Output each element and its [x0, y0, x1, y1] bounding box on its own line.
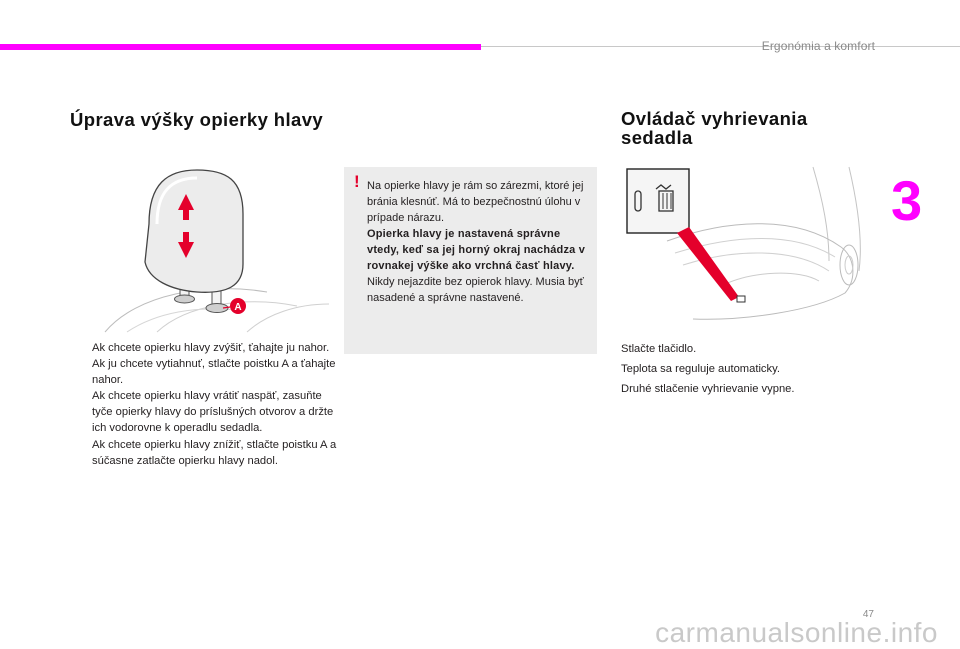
- warning-text: [367, 178, 592, 306]
- warning-paragraph: Na opierke hlavy je rám so zárezmi, ktoré jej bránia klesnúť. Má to bezpečnostnú úlohu v prípade nárazu.: [367, 180, 584, 224]
- list-item: Ak ju chcete vytiahnuť, stlačte poistku A a ťahajte nahor.: [92, 358, 336, 387]
- headrest-illustration: [97, 164, 333, 336]
- heating-button-closeup: [627, 169, 689, 233]
- list-item: Ak chcete opierku hlavy vrátiť naspäť, zasuňte tyče opierky hlavy do príslušných otvorov a držte ich vodorovne k operadlu sedadla.: [92, 390, 334, 435]
- instruction-press-button: Stlačte tlačidlo.: [621, 343, 697, 355]
- chapter-number: 3: [891, 169, 923, 232]
- warning-paragraph: Nikdy nejazdite bez opierok hlavy. Musia byť nasadené a správne nastavené.: [367, 276, 584, 304]
- seat-heating-illustration: [623, 161, 868, 329]
- warning-emphasis: Opierka hlavy je nastavená správne vtedy, keď sa jej horný okraj nachádza v rovnakej výške ako vrchná časť hlavy.: [367, 228, 586, 272]
- headrest-section-title: Úprava výšky opierky hlavy: [70, 109, 324, 130]
- warning-icon: !: [354, 172, 360, 191]
- warning-box: [344, 167, 597, 354]
- headrest-instructions-list: [69, 340, 337, 469]
- list-item: Ak chcete opierku hlavy zvýšiť, ťahajte ju nahor.: [92, 342, 330, 354]
- seat-heating-section-title: Ovládač vyhrievania sedadla: [621, 108, 808, 148]
- callout-a-label: A: [234, 302, 242, 313]
- section-label: Ergonómia a komfort: [761, 39, 875, 53]
- watermark: carmanualsonline.info: [655, 617, 938, 648]
- accent-bar: [0, 44, 481, 50]
- list-item: Ak chcete opierku hlavy znížiť, stlačte poistku A a súčasne zatlačte opierku hlavy nadol.: [92, 438, 337, 467]
- instruction-auto-regulation: Teplota sa reguluje automaticky.: [621, 363, 780, 375]
- page-number: 47: [862, 609, 874, 620]
- instruction-second-press: Druhé stlačenie vyhrievanie vypne.: [621, 383, 795, 395]
- header-rule: [481, 46, 960, 47]
